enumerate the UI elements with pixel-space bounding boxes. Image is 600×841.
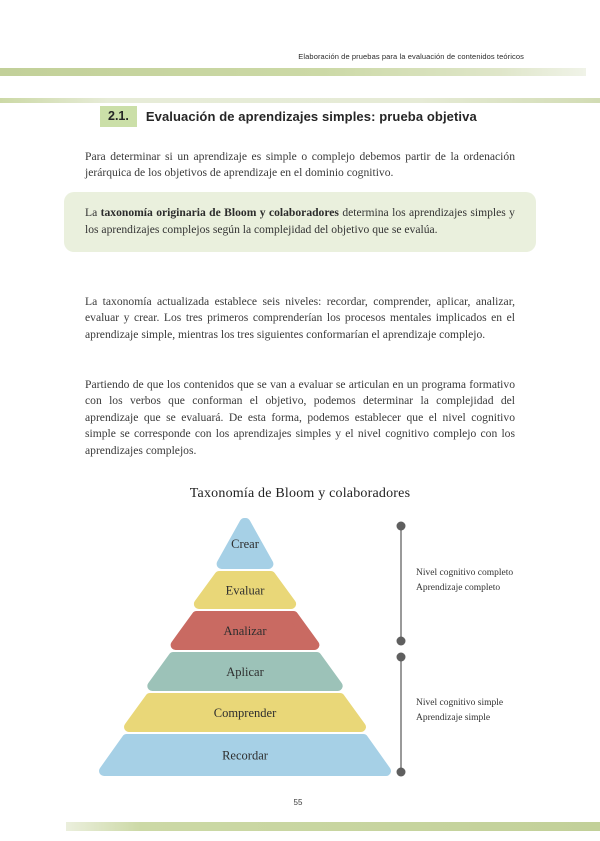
paragraph-conclusion: Partiendo de que los contenidos que se van a evaluar se articulan en un programa formativo con los verbos que conforman el objetivo, podemos determinar la complejidad del aprendizaje que se evaluará. De esta forma, podemos establecer que el nivel cognitivo simple se corresponde con los aprendizajes simples y el nivel cognitivo complejo con los aprendizajes complejos. <box>85 377 515 457</box>
highlight-box <box>64 192 536 252</box>
pyramid-level-label: Evaluar <box>225 583 265 598</box>
top-decorative-band <box>0 68 586 76</box>
pyramid-levels <box>104 523 386 771</box>
paragraph-intro: Para determinar si un aprendizaje es simple o complejo debemos partir de la ordenación jerárquica de los objetivos de aprendizaje en el dominio cognitivo. <box>85 149 515 180</box>
bracket-label-complex <box>416 566 566 595</box>
section-heading <box>100 106 540 127</box>
bracket-label-line: Aprendizaje completo <box>416 582 501 593</box>
bracket-label-line: Aprendizaje simple <box>416 712 491 723</box>
secondary-decorative-band <box>0 98 600 103</box>
running-head: Elaboración de pruebas para la evaluación de contenidos teóricos <box>298 52 524 61</box>
section-title: Evaluación de aprendizajes simples: prueba objetiva <box>145 109 477 124</box>
bracket-lines <box>397 522 406 777</box>
bracket-label-line: Nivel cognitivo completo <box>416 568 514 578</box>
bloom-pyramid-figure <box>0 478 600 793</box>
highlight-box-bold-phrase: taxonomía originaria de Bloom y colaboradores <box>100 206 339 219</box>
highlight-box-suffix: determina los aprendizajes simples y los aprendizajes complejos según la complejidad del objetivo que se evalúa. <box>85 206 515 236</box>
bracket-dot-top-2 <box>397 653 406 662</box>
pyramid-level-label: Crear <box>231 537 259 551</box>
pyramid-level-label: Comprender <box>213 706 277 720</box>
pyramid-level-label: Aplicar <box>226 665 264 679</box>
page-number: 55 <box>293 798 303 807</box>
bracket-dot-bottom-1 <box>397 637 406 646</box>
section-number-chip: 2.1. <box>100 106 137 127</box>
bracket-label-simple <box>416 696 566 725</box>
bracket-dot-top-1 <box>397 522 406 531</box>
bracket-dot-bottom-2 <box>397 768 406 777</box>
paragraph-taxonomy-levels: La taxonomía actualizada establece seis niveles: recordar, comprender, aplicar, analizar, evaluar y crear. Los tres primeros comprenderían los procesos mentales implicados en el aprendizaje simple, mientras los tres siguientes conformarían el aprendizaje complejo. <box>85 294 515 341</box>
pyramid-level-label: Analizar <box>223 624 267 638</box>
highlight-box-prefix: La <box>85 206 101 219</box>
bottom-decorative-band <box>66 822 600 831</box>
bracket-label-line: Nivel cognitivo simple <box>416 698 504 708</box>
figure-title: Taxonomía de Bloom y colaboradores <box>189 486 411 501</box>
pyramid-level-label: Recordar <box>222 748 268 763</box>
